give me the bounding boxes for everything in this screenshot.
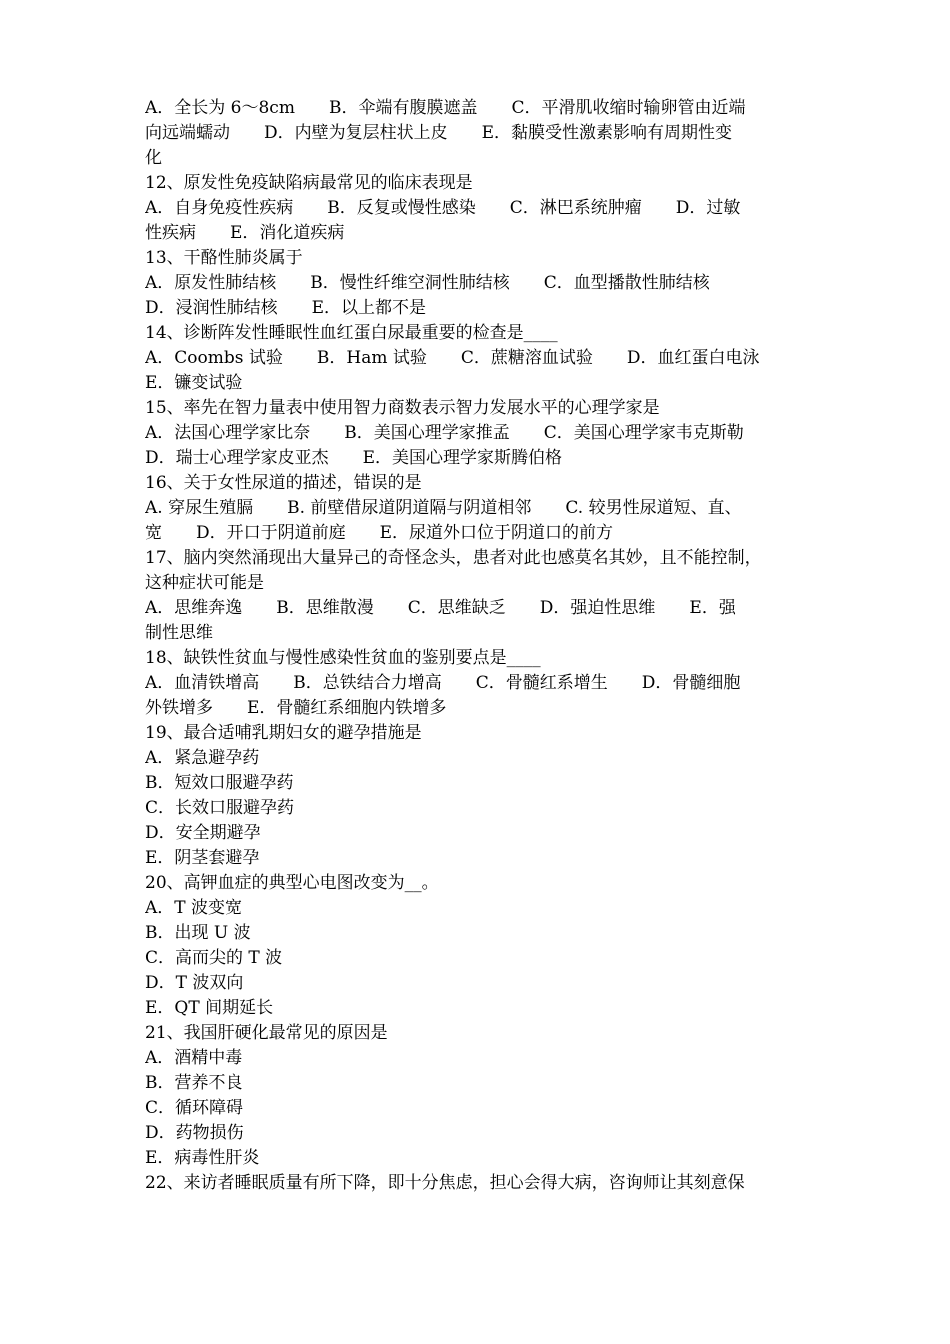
text-line: D．瑞士心理学家皮亚杰 E．美国心理学家斯腾伯格 — [145, 448, 563, 468]
option-line: B．出现 U 波 — [145, 923, 251, 943]
question-19: 19、最合适哺乳期妇女的避孕措施是 — [145, 723, 422, 743]
text-line: A．思维奔逸 B．思维散漫 C．思维缺乏 D．强迫性思维 E．强 — [145, 598, 736, 618]
option-line: E．病毒性肝炎 — [145, 1148, 260, 1168]
option-line: E．阴茎套避孕 — [145, 848, 260, 868]
option-line: A．酒精中毒 — [145, 1048, 243, 1068]
option-line: D．安全期避孕 — [145, 823, 261, 843]
option-line: C．循环障碍 — [145, 1098, 244, 1118]
text-line: 这种症状可能是 — [145, 573, 264, 593]
text-line: A．全长为 6～8cm B．伞端有腹膜遮盖 C．平滑肌收缩时输卵管由近端 — [145, 98, 746, 118]
text-line: A．血清铁增高 B．总铁结合力增高 C．骨髓红系增生 D．骨髓细胞 — [145, 673, 741, 693]
option-line: D．T 波双向 — [145, 973, 244, 993]
text-line: 宽 D．开口于阴道前庭 E．尿道外口位于阴道口的前方 — [145, 523, 614, 543]
question-22: 22、来访者睡眠质量有所下降，即十分焦虑，担心会得大病，咨询师让其刻意保 — [145, 1173, 745, 1193]
option-line: D．药物损伤 — [145, 1123, 244, 1143]
option-line: A．紧急避孕药 — [145, 748, 260, 768]
text-line: D．浸润性肺结核 E．以上都不是 — [145, 298, 427, 318]
option-line: C．高而尖的 T 波 — [145, 948, 283, 968]
question-12: 12、原发性免疫缺陷病最常见的临床表现是 — [145, 173, 473, 193]
option-line: A．T 波变宽 — [145, 898, 243, 918]
text-line: A．Coombs 试验 B．Ham 试验 C．蔗糖溶血试验 D．血红蛋白电泳 — [145, 348, 760, 368]
question-text-block — [145, 96, 817, 1196]
option-line: C．长效口服避孕药 — [145, 798, 295, 818]
text-line: A．法国心理学家比奈 B．美国心理学家推孟 C．美国心理学家韦克斯勒 — [145, 423, 744, 443]
question-18: 18、缺铁性贫血与慢性感染性贫血的鉴别要点是____ — [145, 648, 541, 668]
text-line: 性疾病 E．消化道疾病 — [145, 223, 345, 243]
text-line: 制性思维 — [145, 623, 213, 643]
option-line: B．短效口服避孕药 — [145, 773, 294, 793]
text-line: 向远端蠕动 D．内壁为复层柱状上皮 E．黏膜受性激素影响有周期性变 — [145, 123, 733, 143]
text-line: A. 穿尿生殖膈 B. 前壁借尿道阴道隔与阴道相邻 C. 较男性尿道短、直、 — [145, 498, 742, 518]
question-20: 20、高钾血症的典型心电图改变为__。 — [145, 873, 439, 893]
question-16: 16、关于女性尿道的描述，错误的是 — [145, 473, 422, 493]
question-14: 14、诊断阵发性睡眠性血红蛋白尿最重要的检查是____ — [145, 323, 558, 343]
text-line: 化 — [145, 148, 162, 168]
question-13: 13、干酪性肺炎属于 — [145, 248, 303, 268]
text-line: A．自身免疫性疾病 B．反复或慢性感染 C．淋巴系统肿瘤 D．过敏 — [145, 198, 741, 218]
option-line: E．QT 间期延长 — [145, 998, 274, 1018]
text-line: 外铁增多 E．骨髓红系细胞内铁增多 — [145, 698, 447, 718]
text-line: A．原发性肺结核 B．慢性纤维空洞性肺结核 C．血型播散性肺结核 — [145, 273, 710, 293]
question-15: 15、率先在智力量表中使用智力商数表示智力发展水平的心理学家是 — [145, 398, 660, 418]
question-17: 17、脑内突然涌现出大量异己的奇怪念头，患者对此也感莫名其妙，且不能控制， — [145, 548, 762, 568]
text-line: E．镰变试验 — [145, 373, 243, 393]
question-21: 21、我国肝硬化最常见的原因是 — [145, 1023, 388, 1043]
option-line: B．营养不良 — [145, 1073, 243, 1093]
